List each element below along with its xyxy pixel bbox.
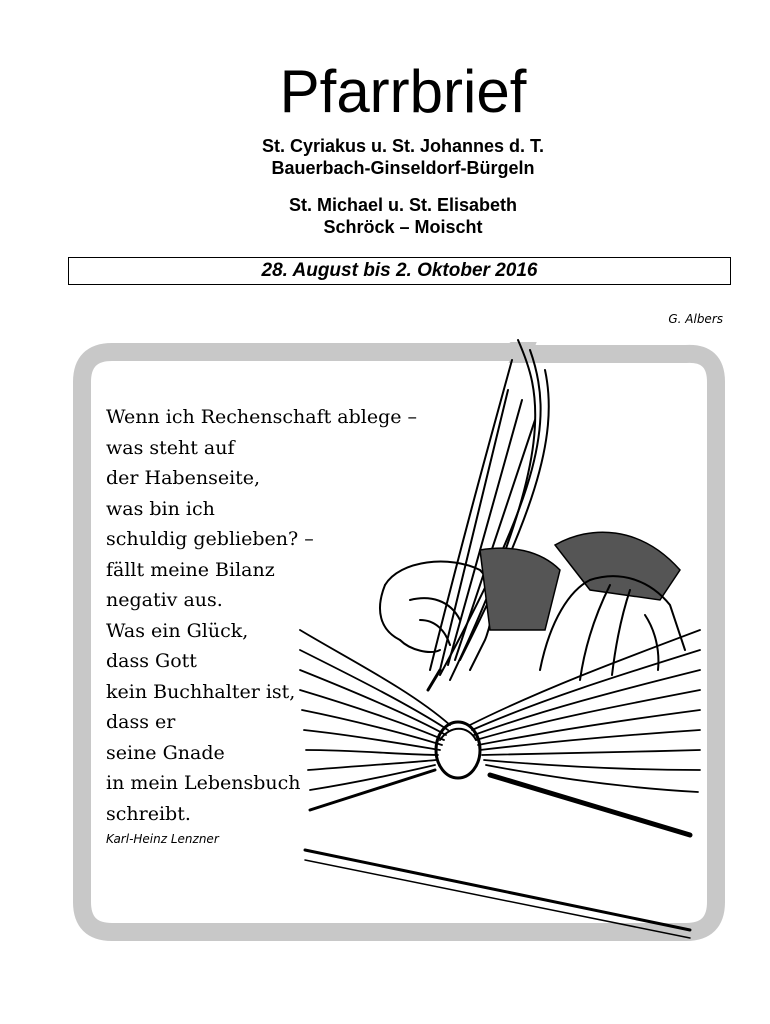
quill-book-illustration <box>290 330 710 950</box>
image-credit: G. Albers <box>668 312 723 326</box>
poem-line: dass Gott <box>106 650 197 672</box>
poem-line: was steht auf <box>106 436 235 459</box>
poem-line: in mein Lebensbuch <box>106 772 301 794</box>
parish-1-names: St. Cyriakus u. St. Johannes d. T. <box>261 136 545 156</box>
ground-lines-icon <box>305 850 690 938</box>
poem-line: schuldig geblieben? – <box>106 528 314 550</box>
open-book-icon <box>300 630 700 835</box>
poem-line: negativ aus. <box>106 589 223 611</box>
poem-line: fällt meine Bilanz <box>106 558 275 581</box>
poem-author: Karl-Heinz Lenzner <box>106 832 219 846</box>
poem-line: seine Gnade <box>106 741 225 764</box>
poem-line: Wenn ich Rechenschaft ablege – <box>106 406 418 428</box>
newsletter-title: Pfarrbrief <box>279 58 527 125</box>
poem-line: dass er <box>106 711 176 733</box>
parish-2-names: St. Michael u. St. Elisabeth <box>288 195 518 215</box>
poem-line: der Habenseite, <box>106 467 261 489</box>
date-range-box: 28. August bis 2. Oktober 2016 <box>68 257 731 285</box>
poem-line: kein Buchhalter ist, <box>106 680 296 703</box>
poem-line: was bin ich <box>106 497 215 520</box>
parish-2-villages: Schröck – Moischt <box>323 217 483 237</box>
parish-1-villages: Bauerbach-Ginseldorf-Bürgeln <box>271 158 535 178</box>
left-hand-icon <box>380 562 492 670</box>
parish-group-2 <box>0 194 770 238</box>
sleeve-icon <box>480 532 680 630</box>
parish-group-1 <box>0 135 770 179</box>
poem-line: schreibt. <box>106 802 191 825</box>
poem-line: Was ein Glück, <box>106 619 249 642</box>
